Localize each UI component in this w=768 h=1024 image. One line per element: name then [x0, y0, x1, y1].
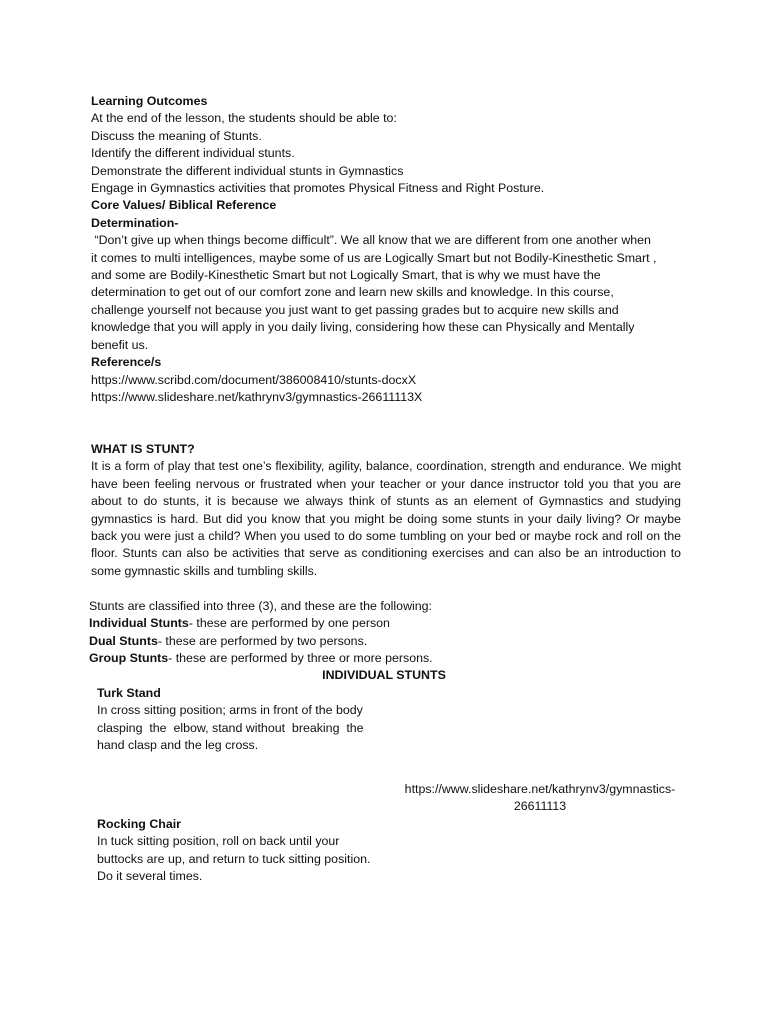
rocking-chair-line: Do it several times. — [97, 869, 203, 884]
classification-item — [89, 633, 529, 650]
classification-term: Individual Stunts — [89, 616, 189, 631]
rocking-chair-line: In tuck sitting position, roll on back until your — [97, 834, 340, 849]
classification-desc: - these are performed by two persons. — [157, 633, 368, 648]
individual-stunts-heading: INDIVIDUAL STUNTS — [322, 668, 446, 682]
turk-stand-description — [97, 702, 382, 754]
reference-link[interactable]: https://www.scribd.com/document/386008410/stunts-docxX — [91, 372, 417, 387]
classification-term: Dual Stunts — [89, 633, 158, 648]
references-title: Reference/s — [91, 355, 162, 370]
core-values-title: Core Values/ Biblical Reference — [91, 198, 277, 213]
rocking-chair-line: buttocks are up, and return to tuck sitting position. — [97, 851, 371, 866]
learning-outcomes-title: Learning Outcomes — [91, 94, 208, 108]
photo-credit — [395, 781, 685, 816]
what-is-stunt-title: WHAT IS STUNT? — [91, 442, 195, 456]
rocking-chair-block — [97, 816, 417, 886]
learning-outcomes-intro: At the end of the lesson, the students should be able to: — [91, 111, 397, 126]
outcome-item: Identify the different individual stunts. — [91, 146, 295, 161]
determination-line: and some are Bodily-Kinesthetic Smart but not Logically Smart, that is why we must have the — [91, 268, 601, 283]
determination-title: Determination- — [91, 215, 179, 230]
outcome-item: Demonstrate the different individual stunts in Gymnastics — [91, 163, 404, 178]
rocking-chair-title: Rocking Chair — [97, 817, 181, 831]
determination-line: knowledge that you will apply in you daily living, considering how these can Physically and Mentally — [91, 320, 635, 335]
turk-stand-block — [97, 685, 387, 755]
classification-term: Group Stunts — [89, 651, 169, 666]
photo-credit-link-line1[interactable]: https://www.slideshare.net/kathrynv3/gymnastics- — [404, 782, 676, 796]
classification-item — [89, 615, 529, 632]
turk-stand-line: clasping the elbow, stand without breaking the — [97, 720, 364, 735]
determination-line: benefit us. — [91, 337, 149, 352]
classification-intro: Stunts are classified into three (3), and these are the following: — [89, 599, 432, 613]
classification-desc: - these are performed by one person — [188, 616, 390, 631]
photo-credit-link-line2[interactable]: 26611113 — [513, 799, 567, 814]
classification-item — [89, 650, 529, 667]
turk-stand-line: hand clasp and the leg cross. — [97, 738, 259, 753]
learning-outcomes-section — [91, 93, 691, 406]
turk-stand-line: In cross sitting position; arms in front of the body — [97, 703, 363, 718]
what-is-stunt-section — [91, 441, 681, 580]
classification-desc: - these are performed by three or more persons. — [168, 651, 433, 666]
reference-link[interactable]: https://www.slideshare.net/kathrynv3/gymnastics-26611113X — [91, 389, 423, 404]
determination-line: challenge yourself not because you just want to get passing grades but to acquire new skills and — [91, 302, 619, 317]
determination-line: “Don’t give up when things become difficult”. We all know that we are different from one another when — [91, 233, 651, 248]
determination-line: it comes to multi intelligences, maybe some of us are Logically Smart but not Bodily-Kinesthetic Smart , — [91, 250, 657, 265]
what-is-stunt-paragraph: It is a form of play that test one’s flexibility, agility, balance, coordination, strength and endurance. We might have been feeling nervous or frustrated when your teacher or your dance instructor told you that you are about to do stunts, it is because we always think of stunts as an element of Gymnastics and studying gymnastics is hard. But did you know that you might be doing some stunts in your daily living? Or maybe back you were just a child? When you used to do some tumbling on your bed or maybe rock and roll on the floor. Stunts can also be activities that serve as conditioning exercises and can also be an introduction to some gymnastic skills and tumbling skills. — [91, 459, 681, 578]
outcome-item: Engage in Gymnastics activities that promotes Physical Fitness and Right Posture. — [91, 181, 545, 196]
determination-line: determination to get out of our comfort zone and learn new skills and knowledge. In this course, — [91, 285, 614, 300]
stunt-classification — [89, 598, 529, 668]
outcome-item: Discuss the meaning of Stunts. — [91, 128, 262, 143]
turk-stand-title: Turk Stand — [97, 686, 161, 700]
